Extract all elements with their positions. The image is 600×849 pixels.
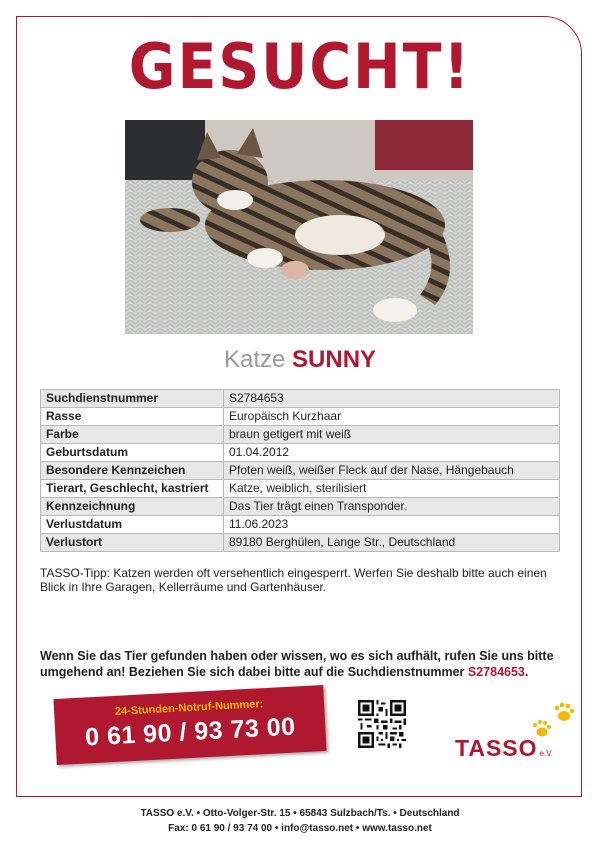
table-row <box>41 480 560 498</box>
hotline-phone[interactable]: 0 61 90 / 93 73 00 <box>84 712 297 752</box>
pet-name: SUNNY <box>292 346 377 373</box>
footer-address: TASSO e.V. • Otto-Volger-Str. 15 • 65843 Sulzbach/Ts. • Deutschland <box>140 808 460 819</box>
hotline-label: 24-Stunden-Notruf-Nummer: <box>114 698 264 718</box>
table-row <box>41 516 560 534</box>
row-value: Katze, weiblich, sterilisiert <box>224 480 560 498</box>
row-value: braun getigert mit weiß <box>224 426 560 444</box>
call-period: . <box>524 665 529 679</box>
tasso-logo <box>455 735 553 762</box>
row-value: Das Tier trägt einen Transponder. <box>224 498 560 516</box>
row-value: 01.04.2012 <box>224 444 560 462</box>
table-row <box>41 390 560 408</box>
row-key: Verlustort <box>41 534 224 552</box>
pet-species: Katze <box>223 346 286 373</box>
tasso-tip: TASSO-Tipp: Katzen werden oft versehentlich eingesperrt. Werfen Sie deshalb bitte auch einen Blick in Ihre Garagen, Kellerräume und Gartenhäuser. <box>40 566 547 594</box>
logo-suffix: e.V. <box>539 749 554 758</box>
row-value: Pfoten weiß, weißer Fleck auf der Nase, Hängebauch <box>224 462 560 480</box>
table-row <box>41 408 560 426</box>
table-row <box>41 534 560 552</box>
logo-name: TASSO <box>455 735 538 761</box>
row-key: Suchdienstnummer <box>41 390 224 408</box>
cat-photo <box>125 120 473 334</box>
row-key: Besondere Kennzeichen <box>41 462 224 480</box>
qr-code-icon <box>358 700 406 748</box>
footer-contact: Fax: 0 61 90 / 93 74 00 • info@tasso.net • www.tasso.net <box>168 823 432 834</box>
pet-info-table <box>40 389 560 552</box>
footer <box>0 806 600 836</box>
row-value: S2784653 <box>224 390 560 408</box>
row-value: 11.06.2023 <box>224 516 560 534</box>
row-value: 89180 Berghülen, Lange Str., Deutschland <box>224 534 560 552</box>
call-text: Wenn Sie das Tier gefunden haben oder wissen, wo es sich aufhält, rufen Sie uns bitte umgehend an! Beziehen Sie sich dabei bitte auf die Suchdienstnummer <box>40 649 554 679</box>
row-key: Rasse <box>41 408 224 426</box>
table-row <box>41 426 560 444</box>
pet-name-heading <box>0 346 600 374</box>
search-number: S2784653 <box>467 665 525 679</box>
row-value: Europäisch Kurzhaar <box>224 408 560 426</box>
row-key: Farbe <box>41 426 224 444</box>
table-row <box>41 444 560 462</box>
hotline-box <box>53 685 326 765</box>
call-to-action <box>40 648 565 680</box>
row-key: Tierart, Geschlecht, kastriert <box>41 480 224 498</box>
poster-title: GESUCHT! <box>128 30 472 103</box>
row-key: Kennzeichnung <box>41 498 224 516</box>
row-key: Verlustdatum <box>41 516 224 534</box>
table-row <box>41 462 560 480</box>
row-key: Geburtsdatum <box>41 444 224 462</box>
table-row <box>41 498 560 516</box>
